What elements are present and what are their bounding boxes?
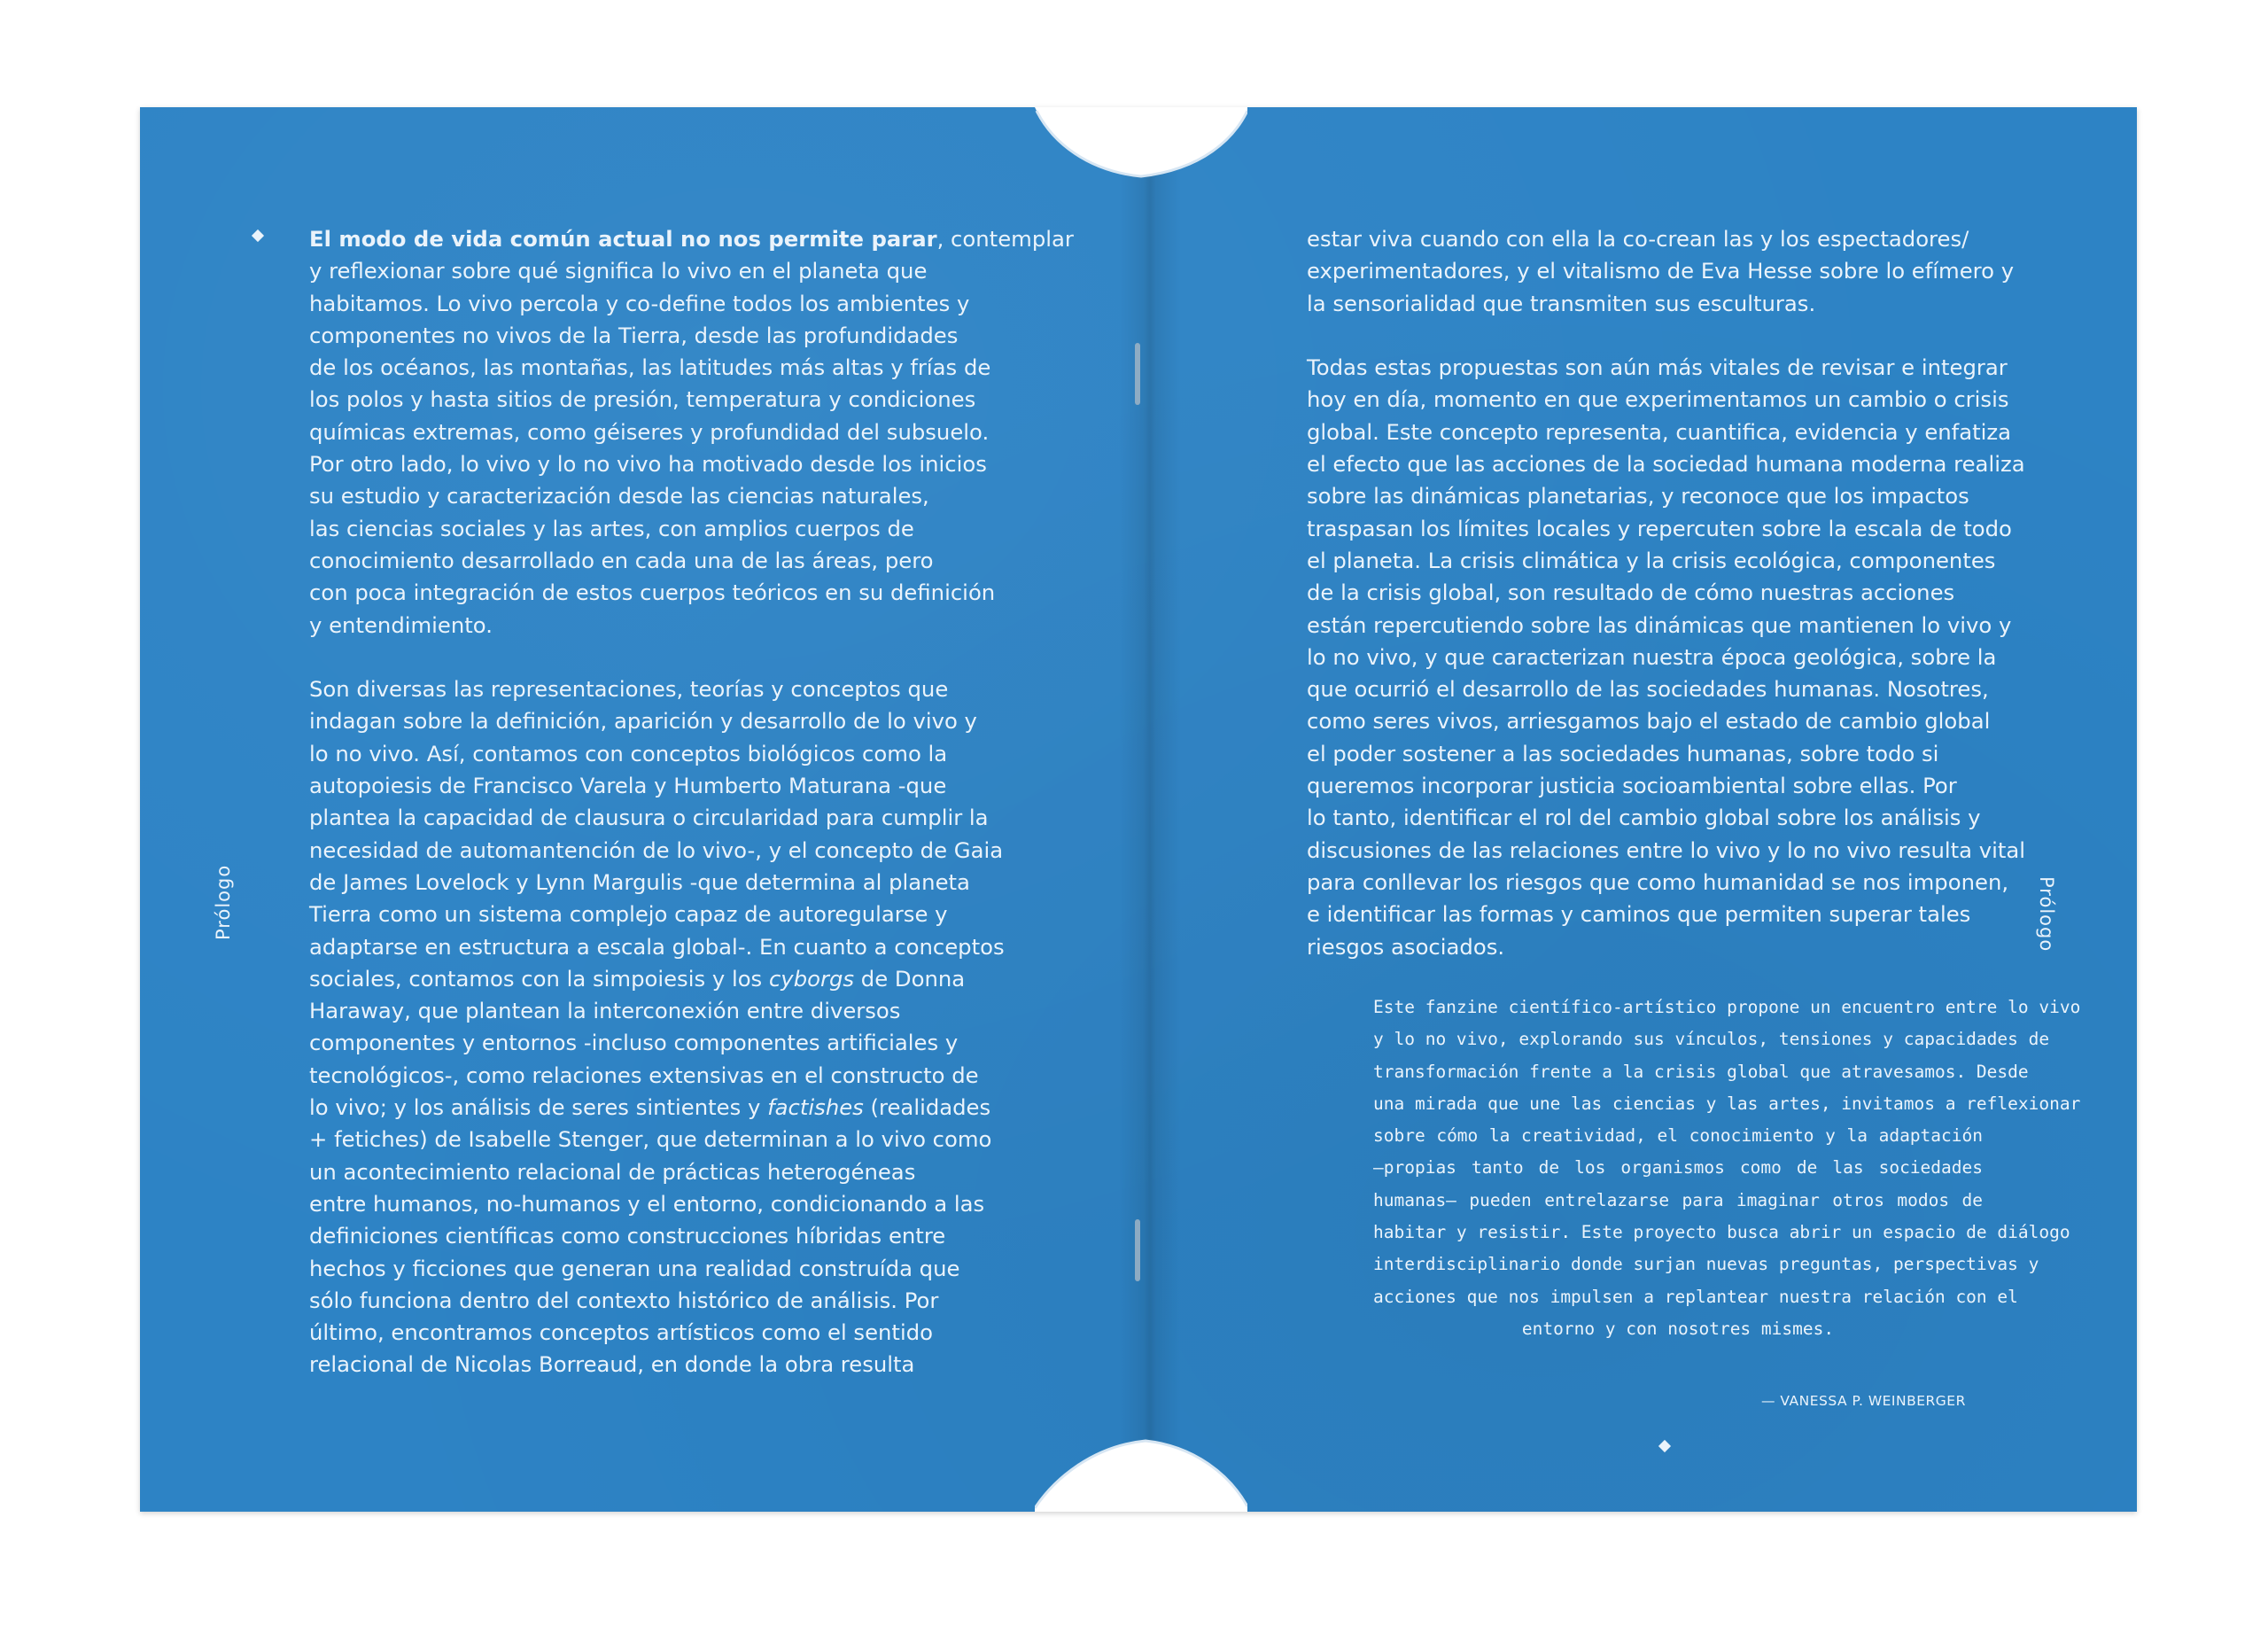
text-line: de James Lovelock y Lynn Margulis -que determina al planeta bbox=[309, 868, 970, 895]
text-line: último, encontramos conceptos artísticos como el sentido bbox=[309, 1319, 933, 1346]
text-line: los polos y hasta sitios de presión, temperatura y condiciones bbox=[309, 386, 976, 413]
text-line: habitar y resistir. Este proyecto busca abrir un espacio de diálogo bbox=[1373, 1222, 2070, 1243]
text-line: hoy en día, momento en que experimentamos un cambio o crisis bbox=[1307, 386, 2009, 413]
text-line: una mirada que une las ciencias y las artes, invitamos a reflexionar bbox=[1373, 1093, 2081, 1114]
lead-bold-text: El modo de vida común actual no nos permite parar bbox=[309, 226, 937, 252]
left-paragraph-2 bbox=[309, 673, 1074, 1381]
text-line: están repercutiendo sobre las dinámicas que mantienen lo vivo y bbox=[1307, 611, 2012, 638]
text-line: el poder sostener a las sociedades humanas, sobre todo si bbox=[1307, 740, 1939, 766]
quote-signature: — VANESSA P. WEINBERGER bbox=[1761, 1393, 1966, 1409]
text-line: riesgos asociados. bbox=[1307, 933, 1505, 960]
text-line: necesidad de automantención de lo vivo-, y el concepto de Gaia bbox=[309, 836, 1004, 863]
text-line: para conllevar los riesgos que como humanidad se nos imponen, bbox=[1307, 868, 2009, 895]
text-line: acciones que nos impulsen a replantear nuestra relación con el bbox=[1373, 1286, 2018, 1307]
zine-spread bbox=[140, 107, 2137, 1512]
text-line: entre humanos, no-humanos y el entorno, condicionando a las bbox=[309, 1190, 985, 1217]
text-line: de los océanos, las montañas, las latitudes más altas y frías de bbox=[309, 354, 991, 381]
text-line: Son diversas las representaciones, teorías y conceptos que bbox=[309, 676, 949, 703]
text-line: interdisciplinario donde surjan nuevas preguntas, perspectivas y bbox=[1373, 1254, 2039, 1275]
text-line: estar viva cuando con ella la co-crean las y los espectadores/ bbox=[1307, 226, 1969, 252]
right-paragraph-1 bbox=[1307, 223, 2025, 320]
text-line: Haraway, que plantean la interconexión entre diversos bbox=[309, 998, 901, 1024]
text-line: conocimiento desarrollado en cada una de las áreas, pero bbox=[309, 547, 934, 573]
text-line: un acontecimiento relacional de prácticas heterogéneas bbox=[309, 1158, 916, 1185]
center-fold bbox=[1119, 107, 1181, 1512]
text-line: como seres vivos, arriesgamos bajo el estado de cambio global bbox=[1307, 708, 1991, 735]
text-line: sociales, contamos con la simpoiesis y los cyborgs de Donna bbox=[309, 965, 966, 992]
text-line: hechos y ficciones que generan una realidad construída que bbox=[309, 1255, 960, 1281]
text-line: las ciencias sociales y las artes, con amplios cuerpos de bbox=[309, 515, 914, 541]
text-line: la sensorialidad que transmiten sus esculturas. bbox=[1307, 290, 1816, 316]
diamond-bullet-icon bbox=[252, 230, 264, 242]
text-line: que ocurrió el desarrollo de las sociedades humanas. Nosotres, bbox=[1307, 676, 1989, 703]
diamond-end-icon bbox=[1658, 1440, 1671, 1452]
staple-top bbox=[1135, 343, 1140, 405]
text-line: componentes no vivos de la Tierra, desde las profundidades bbox=[309, 322, 959, 348]
text-line: el planeta. La crisis climática y la crisis ecológica, componentes bbox=[1307, 547, 1996, 573]
text-line: plantea la capacidad de clausura o circularidad para cumplir la bbox=[309, 805, 989, 831]
text-line: su estudio y caracterización desde las ciencias naturales, bbox=[309, 483, 929, 510]
text-line: habitamos. Lo vivo percola y co-define todos los ambientes y bbox=[309, 290, 970, 316]
pull-quote bbox=[1373, 992, 2081, 1345]
text-line: Todas estas propuestas son aún más vitales de revisar e integrar bbox=[1307, 354, 2008, 381]
text-line: experimentadores, y el vitalismo de Eva Hesse sobre lo efímero y bbox=[1307, 258, 2015, 284]
text-line: adaptarse en estructura a escala global-. En cuanto a conceptos bbox=[309, 933, 1005, 960]
text-line: sólo funciona dentro del contexto histórico de análisis. Por bbox=[309, 1287, 939, 1313]
text-line: componentes y entornos -incluso componentes artificiales y bbox=[309, 1030, 959, 1056]
staple-bottom bbox=[1135, 1219, 1140, 1281]
text-line: entorno y con nosotres mismes. bbox=[1521, 1318, 1835, 1339]
text-line: lo tanto, identificar el rol del cambio global sobre los análisis y bbox=[1307, 805, 1981, 831]
text-line: lo no vivo. Así, contamos con conceptos biológicos como la bbox=[309, 740, 948, 766]
text-line: químicas extremas, como géiseres y profundidad del subsuelo. bbox=[309, 418, 990, 445]
text-line: autopoiesis de Francisco Varela y Humberto Maturana -que bbox=[309, 773, 947, 799]
text-line: sobre las dinámicas planetarias, y reconoce que los impactos bbox=[1307, 483, 1969, 510]
left-paragraph-1 bbox=[309, 223, 1074, 642]
text-line: sobre cómo la creatividad, el conocimiento y la adaptación bbox=[1373, 1125, 1983, 1147]
text-line: transformación frente a la crisis global que atravesamos. Desde bbox=[1373, 1061, 2029, 1082]
tear-bottom-icon bbox=[1035, 1439, 1247, 1512]
text-line: lo no vivo, y que caracterizan nuestra época geológica, sobre la bbox=[1307, 643, 1997, 670]
text-line: humanas— pueden entrelazarse para imaginar otros modos de bbox=[1373, 1189, 1983, 1210]
text-line: el efecto que las acciones de la sociedad humana moderna realiza bbox=[1307, 451, 2025, 478]
text-line bbox=[309, 223, 1074, 255]
text-line: definiciones científicas como construcciones híbridas entre bbox=[309, 1223, 946, 1249]
text-line: Por otro lado, lo vivo y lo no vivo ha motivado desde los inicios bbox=[309, 451, 987, 478]
text-line: y lo no vivo, explorando sus vínculos, tensiones y capacidades de bbox=[1373, 1029, 2050, 1050]
text-line: y entendimiento. bbox=[309, 611, 493, 638]
text-line: lo vivo; y los análisis de seres sintientes y factishes (realidades bbox=[309, 1094, 991, 1121]
side-label-right: Prólogo bbox=[2036, 876, 2057, 953]
text-line: traspasan los límites locales y repercuten sobre la escala de todo bbox=[1307, 515, 2012, 541]
text-line: indagan sobre la definición, aparición y desarrollo de lo vivo y bbox=[309, 708, 977, 735]
text-line: + fetiches) de Isabelle Stenger, que determinan a lo vivo como bbox=[309, 1126, 992, 1153]
text-line: —propias tanto de los organismos como de las sociedades bbox=[1373, 1157, 1983, 1179]
text-line: tecnológicos-, como relaciones extensivas en el constructo de bbox=[309, 1062, 979, 1088]
text-line: global. Este concepto representa, cuantifica, evidencia y enfatiza bbox=[1307, 418, 2012, 445]
text-line: Este fanzine científico-artístico propone un encuentro entre lo vivo bbox=[1373, 997, 2081, 1017]
text-line: y reflexionar sobre qué significa lo vivo en el planeta que bbox=[309, 258, 928, 284]
lead-continuation: , contemplar bbox=[936, 226, 1074, 252]
right-page-body bbox=[1307, 223, 2025, 995]
text-line: queremos incorporar justicia socioambiental sobre ellas. Por bbox=[1307, 773, 1957, 799]
text-line: con poca integración de estos cuerpos teóricos en su definición bbox=[309, 580, 996, 606]
text-line: Tierra como un sistema complejo capaz de autoregularse y bbox=[309, 901, 948, 928]
tear-top-icon bbox=[1035, 107, 1247, 178]
text-line: relacional de Nicolas Borreaud, en donde la obra resulta bbox=[309, 1351, 915, 1378]
text-line: discusiones de las relaciones entre lo vivo y lo no vivo resulta vital bbox=[1307, 836, 2026, 863]
right-paragraph-2 bbox=[1307, 352, 2025, 963]
text-line: e identificar las formas y caminos que permiten superar tales bbox=[1307, 901, 1971, 928]
text-line: de la crisis global, son resultado de cómo nuestras acciones bbox=[1307, 580, 1955, 606]
side-label-left: Prólogo bbox=[213, 864, 234, 940]
left-page-body bbox=[309, 223, 1074, 1413]
